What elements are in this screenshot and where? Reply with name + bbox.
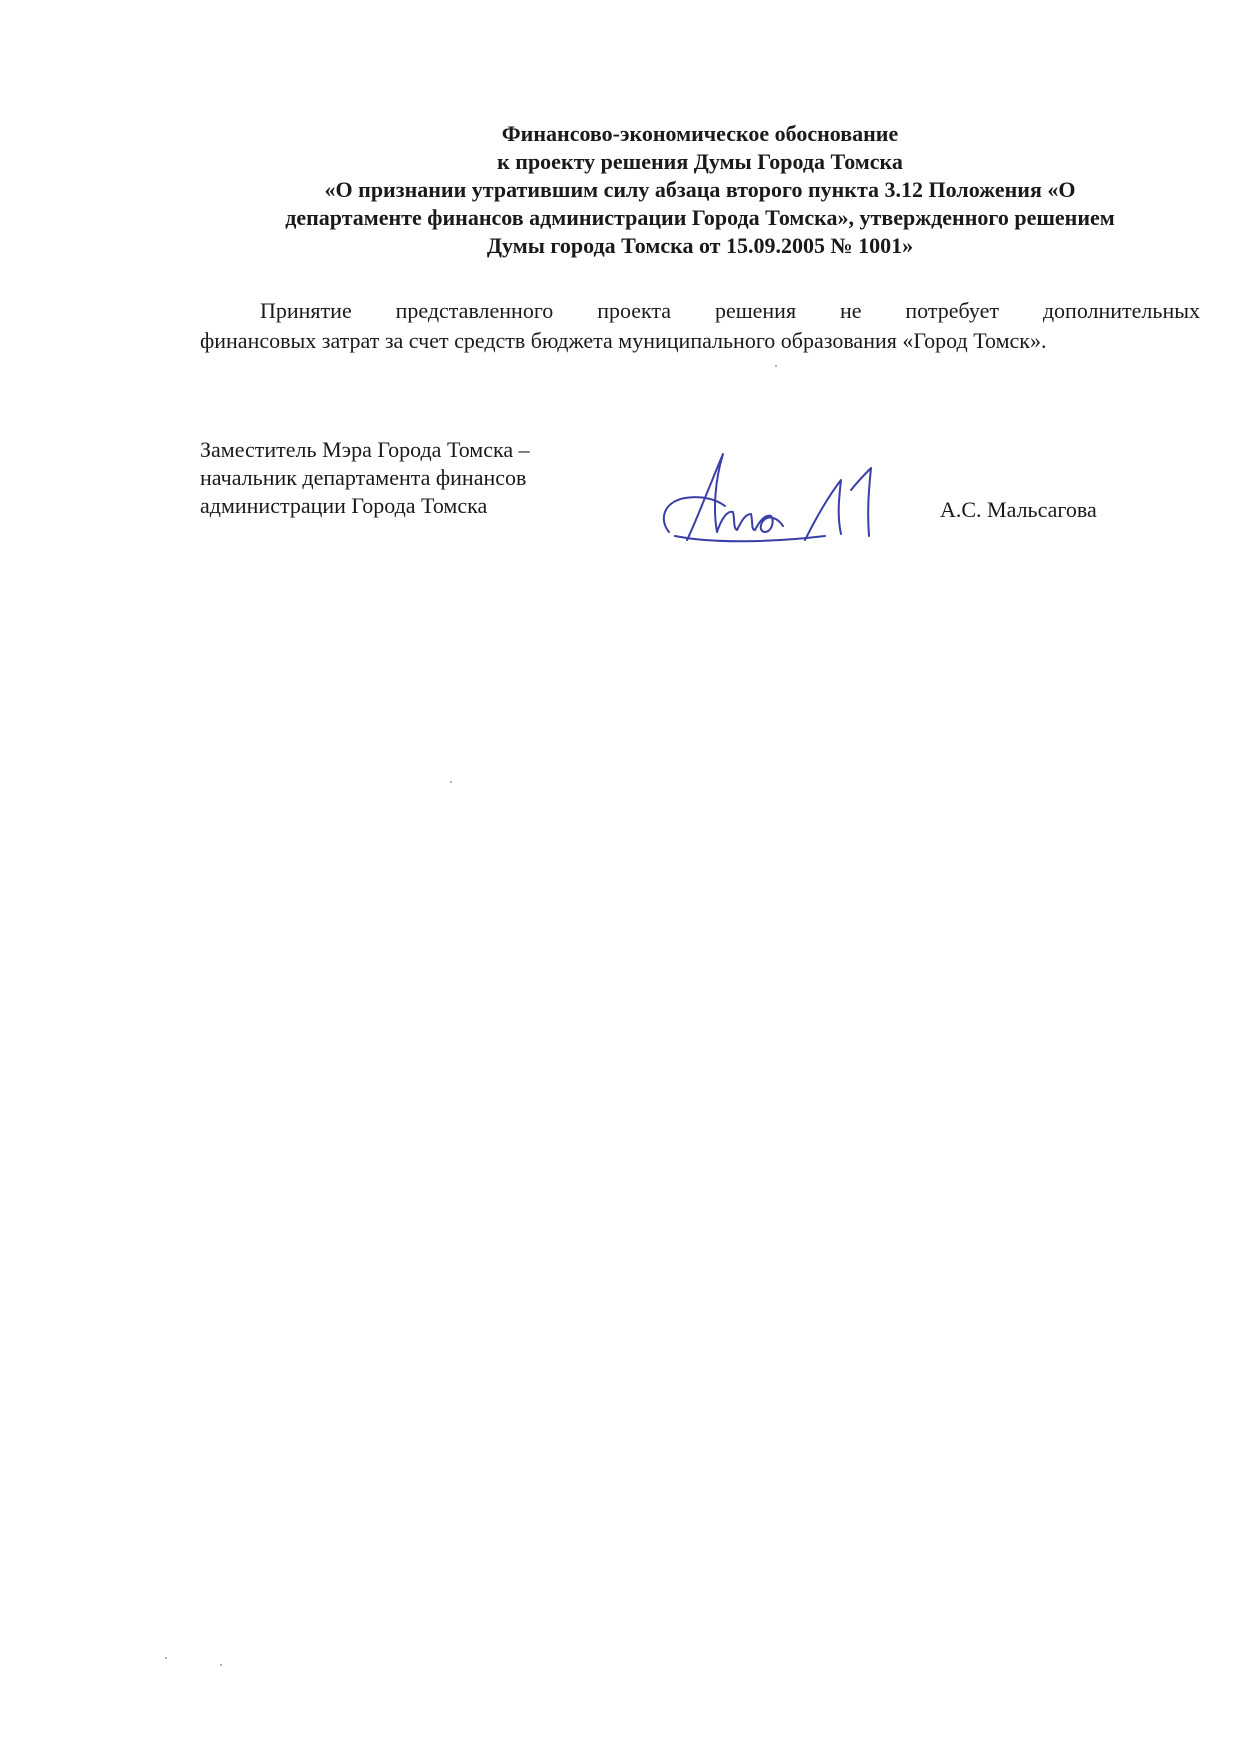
scan-speck <box>450 781 452 783</box>
body-paragraph <box>200 296 1200 356</box>
handwritten-signature <box>655 440 895 560</box>
scan-speck <box>165 1657 167 1659</box>
title-line-5: Думы города Томска от 15.09.2005 № 1001» <box>486 233 914 258</box>
signatory-role-line-1: Заместитель Мэра Города Томска – <box>200 437 530 462</box>
signatory-role <box>200 436 530 520</box>
scan-speck <box>775 365 777 367</box>
body-line-1: Принятие представленного проекта решения не потребует дополнительных <box>260 298 1200 323</box>
signatory-role-line-3: администрации Города Томска <box>200 493 488 518</box>
title-line-1: Финансово-экономическое обоснование <box>501 121 899 146</box>
signatory-role-line-2: начальник департамента финансов <box>200 465 527 490</box>
title-line-3: «О признании утратившим силу абзаца второго пункта 3.12 Положения «О <box>324 177 1076 202</box>
document-title <box>200 120 1200 260</box>
body-line-2: финансовых затрат за счет средств бюджета муниципального образования «Город Томск». <box>200 328 1047 353</box>
signatory-name: А.С. Мальсагова <box>940 497 1097 522</box>
title-line-2: к проекту решения Думы Города Томска <box>497 149 903 174</box>
scan-speck <box>220 1664 222 1666</box>
title-line-4: департаменте финансов администрации Города Томска», утвержденного решением <box>285 205 1115 230</box>
